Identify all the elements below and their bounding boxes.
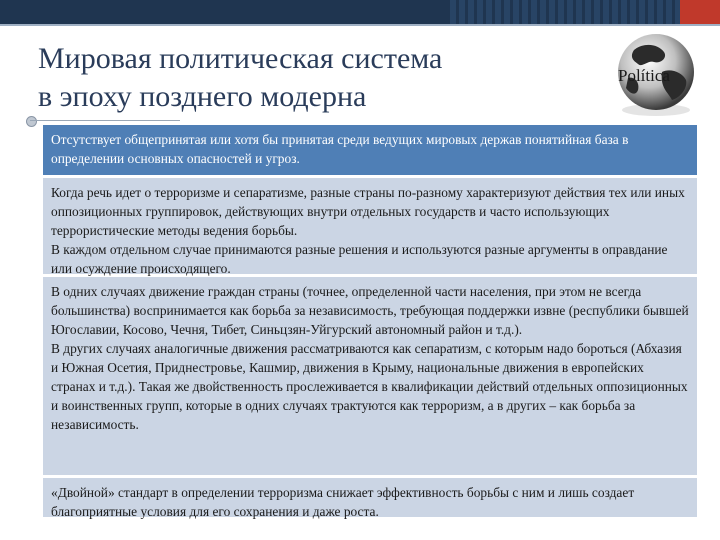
slide-title-line-1: Мировая политическая система: [38, 42, 443, 75]
box-double-standard: [42, 477, 698, 518]
box4-paragraph-1: «Двойной» стандарт в определении терроризма снижает эффективность борьбы с ним и лишь создает благоприятные условия для его сохранения и даже роста.: [51, 485, 635, 519]
box1-paragraph-1: Отсутствует общепринятая или хотя бы принятая среди ведущих мировых держав понятийная база в определении основных опасностей и угроз.: [51, 132, 629, 166]
top-divider-line: [0, 24, 720, 26]
box-header-statement: [42, 124, 698, 176]
globe-logo-icon: [598, 28, 710, 120]
topbar-segment-red: [680, 0, 720, 24]
topbar-segment-dark: [0, 0, 450, 24]
logo-text: Política: [618, 66, 670, 85]
box3-paragraph-1: В одних случаях движение граждан страны (точнее, определенной части населения, при этом не всегда большинства) воспринимается как борьба за независимость, требующая поддержки извне (республики бывшей Югославии, Косово, Чечня, Тибет, Синьцзян-Уйгурский автономный район и т.д.).: [51, 284, 689, 337]
box-independence-movements: [42, 276, 698, 476]
slide-title: [38, 40, 558, 116]
box2-paragraph-2: В каждом отдельном случае принимаются разные решения и используются разные аргументы в оправдание или осуждение происходящего.: [51, 242, 668, 276]
top-decorative-bar: [0, 0, 720, 24]
slide-title-line-2: в эпоху позднего модерна: [38, 80, 367, 113]
box2-paragraph-1: Когда речь идет о терроризме и сепаратизме, разные страны по-разному характеризуют действия тех или иных оппозиционных группировок, действующих внутри отдельных государств и часто использующих террористические методы ведения борьбы.: [51, 185, 685, 238]
title-underline: [30, 120, 180, 121]
box3-paragraph-2: В других случаях аналогичные движения рассматриваются как сепаратизм, с которым надо бороться (Абхазия и Южная Осетия, Приднестровье, Кашмир, движения в Крыму, национальные движения в европейских странах и т.д.). Такая же двойственность прослеживается в квалификации действий отдельных оппозиционных и воинственных групп, которые в одних случаях трактуются как терроризм, а в других – как борьба за независимость.: [51, 341, 688, 432]
box-terrorism-separatism: [42, 177, 698, 275]
topbar-segment-striped: [450, 0, 680, 24]
title-bullet-dot: [26, 116, 37, 127]
